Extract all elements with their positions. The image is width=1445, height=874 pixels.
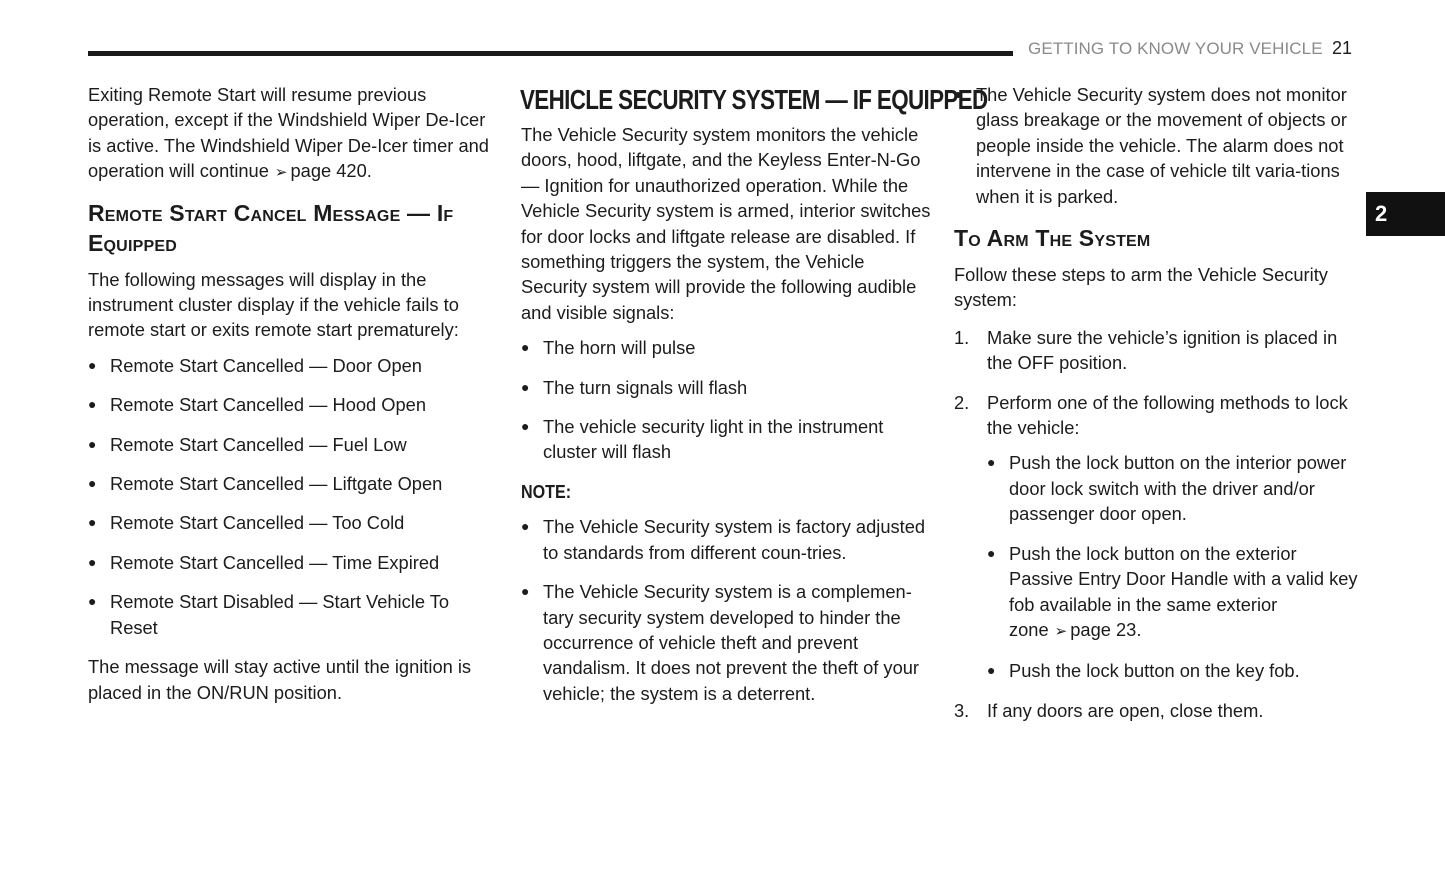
list-item: ● Remote Start Cancelled — Too Cold (88, 510, 493, 535)
note-label: NOTE: (521, 480, 572, 502)
list-item: ● The Vehicle Security system does not monitor glass breakage or the movement of objects or people inside the vehicle. The alarm does not intervene in the case of vehicle tilt varia-tions when it is parked. (954, 82, 1359, 209)
monitor-list (954, 82, 1359, 209)
running-title: GETTING TO KNOW YOUR VEHICLE (1028, 39, 1323, 58)
step-item (954, 390, 1359, 684)
page-ref-arrow-icon: ➢ (274, 164, 288, 182)
page-number: 21 (1332, 38, 1353, 58)
remote-start-cancel-heading: Remote Start Cancel Message — If Equipped (88, 199, 454, 256)
closing-paragraph: The message will stay active until the ignition is placed in the ON/RUN position. (88, 656, 472, 703)
step-number: 1. (954, 326, 970, 348)
arm-system-heading: To Arm The System (954, 225, 1151, 252)
arm-steps-list (954, 325, 1359, 723)
step-number: 2. (954, 391, 970, 413)
list-item: ● Push the lock button on the key fob. (987, 658, 1359, 683)
page-ref-arrow-icon: ➢ (1054, 622, 1068, 640)
intro-paragraph (88, 82, 493, 186)
vehicle-security-heading: VEHICLE SECURITY SYSTEM — IF EQUIPPED (520, 84, 988, 115)
list-item: ● The vehicle security light in the instrument cluster will flash (521, 414, 931, 465)
list-item: ● The horn will pulse (521, 335, 931, 360)
arm-system-paragraph: Follow these steps to arm the Vehicle Security system: (954, 264, 1328, 311)
step-item (954, 698, 1359, 723)
step-item (954, 325, 1359, 376)
page-ref-link[interactable]: page 420. (290, 160, 372, 182)
step-text: If any doors are open, close them. (987, 699, 1264, 721)
list-item: ● The Vehicle Security system is factory adjusted to standards from different coun-tries. (521, 514, 931, 565)
chapter-tab-label: 2 (1375, 201, 1388, 226)
list-item: ● The turn signals will flash (521, 375, 931, 400)
step-text: Make sure the vehicle’s ignition is placed in the OFF position. (987, 326, 1338, 374)
list-item: ● Remote Start Cancelled — Door Open (88, 353, 493, 378)
remote-start-paragraph: The following messages will display in the instrument cluster display if the vehicle fails to remote start or exits remote start prematurely: (88, 268, 459, 341)
page-ref-link[interactable]: page 23. (1070, 618, 1142, 640)
column-3 (954, 82, 1359, 737)
note-list (521, 514, 931, 706)
signals-list (521, 335, 931, 465)
lock-methods-list (987, 450, 1359, 683)
list-item: ● Push the lock button on the interior power door lock switch with the driver and/or passenger door open. (987, 450, 1359, 526)
vehicle-security-paragraph: The Vehicle Security system monitors the vehicle doors, hood, liftgate, and the Keyless Enter-N-Go — Ignition for unauthorized operation. While the Vehicle Security system is armed, interior switches for door locks and liftgate release are disabled. If something triggers the system, the Vehicle Security system will provide the following audible and visible signals: (521, 124, 931, 323)
sub-bullet-text: Push the lock button on the exterior Passive Entry Door Handle with a valid key fob available in the same exterior zone (1009, 542, 1358, 640)
list-item: ● Remote Start Cancelled — Hood Open (88, 392, 493, 417)
column-2 (520, 82, 988, 720)
step-number: 3. (954, 699, 970, 721)
list-item (987, 541, 1359, 645)
column-1 (88, 82, 493, 705)
chapter-tab[interactable] (1366, 192, 1445, 236)
cancel-message-list (88, 353, 493, 640)
list-item: ● Remote Start Cancelled — Time Expired (88, 550, 493, 575)
list-item: ● Remote Start Cancelled — Liftgate Open (88, 471, 493, 496)
header-rule (88, 51, 1013, 56)
step-text: Perform one of the following methods to lock the vehicle: (987, 391, 1348, 439)
list-item: ● Remote Start Disabled — Start Vehicle To Reset (88, 589, 493, 640)
list-item: ● Remote Start Cancelled — Fuel Low (88, 432, 493, 457)
list-item: ● The Vehicle Security system is a complemen-tary security system developed to hinder the occurrence of vehicle theft and prevent vandalism. It does not prevent the theft of your vehicle; the system is a deterrent. (521, 579, 931, 706)
intro-text: Exiting Remote Start will resume previous operation, except if the Windshield Wiper De-Icer is active. The Windshield Wiper De-Icer timer and operation will continue (88, 84, 489, 182)
